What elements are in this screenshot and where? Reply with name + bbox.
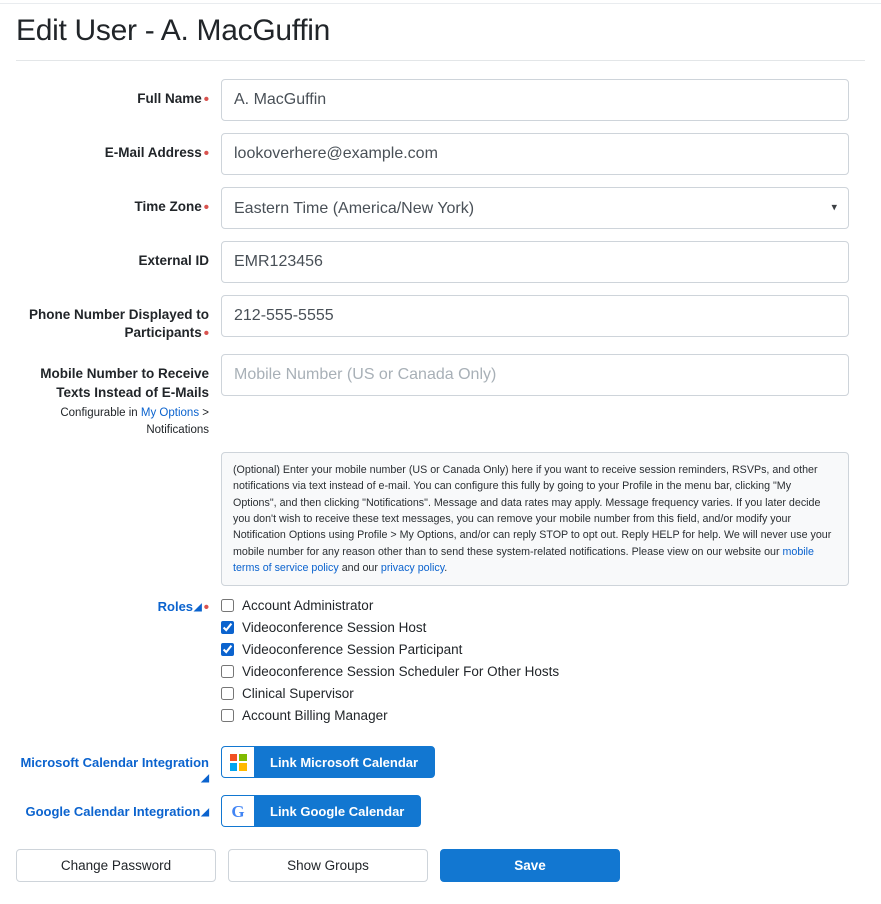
field-google-calendar	[221, 795, 849, 827]
label-google-calendar-text: Google Calendar Integration	[25, 804, 201, 820]
field-row-time-zone	[16, 187, 865, 229]
privacy-policy-link[interactable]: privacy policy	[380, 561, 445, 574]
time-zone-select[interactable]	[221, 187, 849, 229]
link-microsoft-calendar-button[interactable]	[221, 746, 435, 778]
field-phone	[221, 295, 849, 337]
required-marker: •	[203, 599, 209, 617]
field-row-roles	[16, 598, 865, 730]
role-videoconference-session-scheduler[interactable]	[221, 664, 849, 679]
help-text-part2: and our	[338, 561, 381, 574]
role-label[interactable]: Videoconference Session Participant	[242, 642, 463, 658]
field-row-microsoft-calendar	[16, 746, 865, 785]
label-phone	[16, 295, 221, 342]
help-text-spacer	[16, 450, 221, 461]
label-external-id-text: External ID	[138, 253, 209, 268]
label-roles	[16, 598, 221, 617]
label-microsoft-calendar	[16, 746, 221, 785]
role-videoconference-session-host[interactable]	[221, 620, 849, 635]
time-zone-select-wrapper	[221, 187, 849, 229]
external-link-icon: ◢	[201, 773, 209, 785]
field-row-full-name	[16, 79, 865, 121]
roles-checkbox-group	[221, 598, 849, 730]
sublabel-suffix: > Notifications	[146, 406, 209, 436]
mobile-number-input[interactable]	[221, 354, 849, 396]
label-full-name-text: Full Name	[137, 91, 202, 106]
my-options-link[interactable]: My Options	[140, 406, 200, 419]
field-microsoft-calendar	[221, 746, 849, 778]
microsoft-logo-icon	[222, 747, 254, 777]
help-text-col	[221, 450, 849, 586]
role-label[interactable]: Videoconference Session Scheduler For Other Hosts	[242, 664, 560, 680]
label-mobile-sublabel	[16, 405, 209, 438]
change-password-button[interactable]: Change Password	[16, 849, 216, 882]
role-account-administrator[interactable]	[221, 598, 849, 613]
save-button[interactable]: Save	[440, 849, 620, 882]
field-time-zone	[221, 187, 849, 229]
label-microsoft-calendar-text: Microsoft Calendar Integration	[20, 755, 209, 771]
help-text-part1: (Optional) Enter your mobile number (US or Canada Only) here if you want to receive session reminders, RSVPs, and other notifications via text instead of e-mail. You can configure this fully by going to your Profile in the menu bar, clicking "My Options", and then clicking "Notifications". Message and data rates may apply. Message frequency varies. If you later decide you don't wish to receive these text messages, you can remove your mobile number from this field, and/or modify your Notification Options using Profile > My Options, and/or can reply STOP to opt out. Reply HELP for help. We will never use your mobile number for any reason other than to send these system-related notifications. Please view on our website our	[233, 464, 832, 558]
label-mobile	[16, 354, 221, 438]
phone-input[interactable]	[221, 295, 849, 337]
role-label[interactable]: Account Billing Manager	[242, 708, 388, 724]
label-time-zone	[16, 187, 221, 216]
field-external-id	[221, 241, 849, 283]
label-full-name	[16, 79, 221, 108]
required-marker: •	[203, 91, 209, 108]
field-row-mobile	[16, 354, 865, 438]
label-email-text: E-Mail Address	[104, 145, 202, 160]
role-account-billing-manager[interactable]	[221, 708, 849, 723]
role-label[interactable]: Clinical Supervisor	[242, 686, 354, 702]
role-label[interactable]: Videoconference Session Host	[242, 620, 427, 636]
mobile-terms-link[interactable]: mobile terms of service policy	[233, 545, 814, 574]
role-label[interactable]: Account Administrator	[242, 598, 374, 614]
label-phone-text: Phone Number Displayed to Participants	[28, 307, 209, 341]
role-checkbox[interactable]	[221, 709, 234, 722]
title-divider	[16, 60, 865, 61]
required-marker: •	[203, 145, 209, 162]
label-roles-text: Roles	[157, 599, 194, 615]
link-microsoft-calendar-label: Link Microsoft Calendar	[270, 754, 419, 770]
field-mobile	[221, 354, 849, 396]
role-clinical-supervisor[interactable]	[221, 686, 849, 701]
field-row-external-id	[16, 241, 865, 283]
field-email	[221, 133, 849, 175]
label-external-id	[16, 241, 221, 270]
label-mobile-text: Mobile Number to Receive Texts Instead of E-Mails	[40, 366, 209, 400]
full-name-input[interactable]	[221, 79, 849, 121]
field-row-google-calendar	[16, 795, 865, 827]
field-row-phone	[16, 295, 865, 342]
email-input[interactable]	[221, 133, 849, 175]
required-marker: •	[203, 325, 209, 343]
field-row-email	[16, 133, 865, 175]
label-google-calendar	[16, 795, 221, 819]
edit-user-form	[0, 79, 881, 827]
external-link-icon: ◢	[201, 807, 209, 819]
chevron-down-icon: ▾	[831, 201, 837, 214]
help-text-part3: .	[444, 561, 448, 574]
field-full-name	[221, 79, 849, 121]
label-email	[16, 133, 221, 162]
role-checkbox[interactable]	[221, 599, 234, 612]
link-google-calendar-button[interactable]	[221, 795, 421, 827]
top-strip	[0, 0, 881, 4]
mobile-help-text	[221, 452, 849, 586]
sublabel-prefix: Configurable in	[60, 406, 141, 419]
external-link-icon: ◢	[194, 602, 202, 614]
page-title: Edit User - A. MacGuffin	[16, 14, 331, 47]
show-groups-button[interactable]: Show Groups	[228, 849, 428, 882]
role-checkbox[interactable]	[221, 621, 234, 634]
role-videoconference-session-participant[interactable]	[221, 642, 849, 657]
role-checkbox[interactable]	[221, 643, 234, 656]
help-text-row	[16, 450, 865, 586]
role-checkbox[interactable]	[221, 687, 234, 700]
label-time-zone-text: Time Zone	[134, 199, 202, 214]
link-google-calendar-label: Link Google Calendar	[270, 803, 405, 819]
role-checkbox[interactable]	[221, 665, 234, 678]
google-logo-icon: G	[222, 796, 254, 826]
external-id-input[interactable]	[221, 241, 849, 283]
required-marker: •	[203, 199, 209, 216]
